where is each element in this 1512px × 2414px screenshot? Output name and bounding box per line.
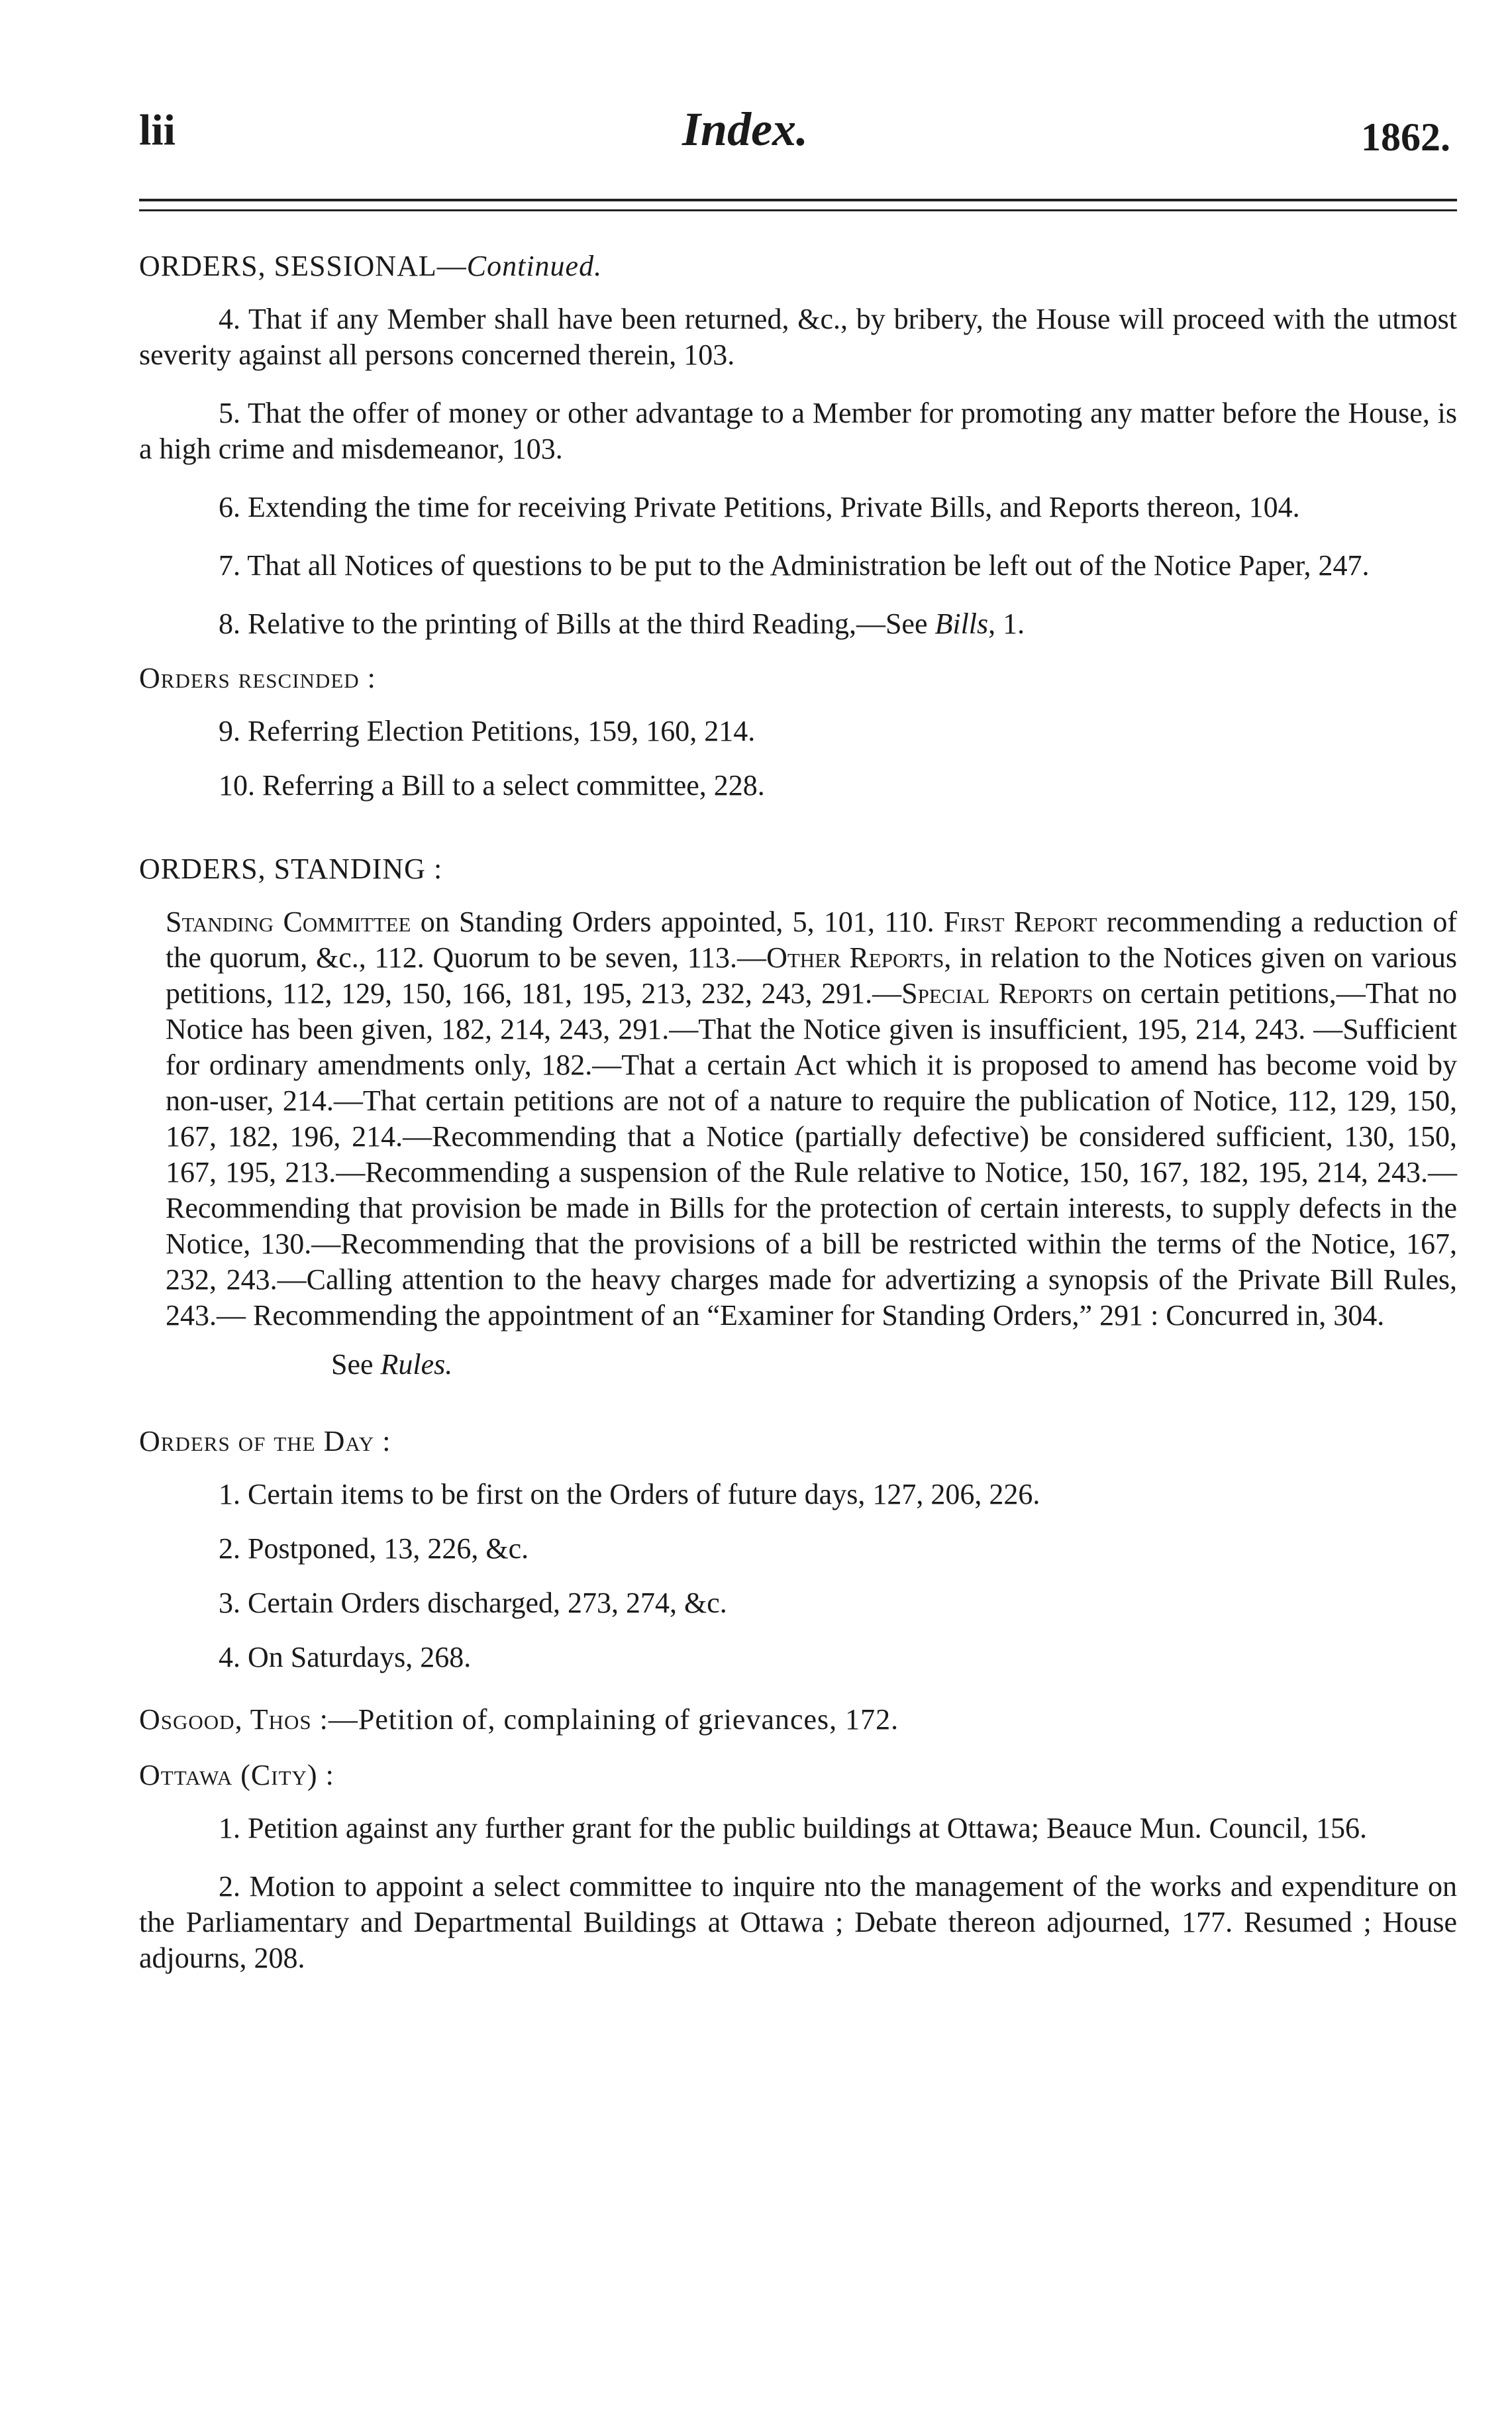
ottawa-item-1: 1. Petition against any further grant for the public buildings at Ottawa; Beauce Mun. Council, 156. [219, 1812, 1367, 1844]
sessional-heading: ORDERS, SESSIONAL—Continued. [139, 250, 603, 282]
index-content [139, 248, 1457, 1999]
osgood-entry: Osgood, Thos :—Petition of, complaining of grievances, 172. [139, 1703, 899, 1736]
sessional-item-7: 7. That all Notices of questions to be put to the Administration be left out of the Notice Paper, 247. [219, 549, 1370, 582]
rescinded-heading: Orders rescinded : [139, 662, 376, 694]
header-rule-top [139, 199, 1457, 201]
orders-day-item-3: 3. Certain Orders discharged, 273, 274, &c. [219, 1587, 727, 1619]
standing-heading: ORDERS, STANDING : [139, 853, 443, 885]
page-folio: lii [139, 106, 176, 154]
header-rule-bottom [139, 209, 1457, 211]
ottawa-heading: Ottawa (City) : [139, 1759, 334, 1791]
page-header [139, 103, 1457, 166]
rescinded-item-10: 10. Referring a Bill to a select committee, 228. [219, 769, 765, 802]
orders-day-item-2: 2. Postponed, 13, 226, &c. [219, 1532, 529, 1565]
index-page [139, 0, 1457, 2414]
orders-day-heading: Orders of the Day : [139, 1425, 391, 1457]
page-title: Index. [682, 103, 809, 156]
orders-day-item-1: 1. Certain items to be first on the Orders of future days, 127, 206, 226. [219, 1478, 1040, 1510]
sessional-item-5: 5. That the offer of money or other advantage to a Member for promoting any matter before the House, is a high crime and misdemeanor, 103. [139, 397, 1457, 465]
sessional-item-6: 6. Extending the time for receiving Private Petitions, Private Bills, and Reports thereon, 104. [219, 491, 1300, 523]
standing-committee-entry: Standing Committee on Standing Orders appointed, 5, 101, 110. First Report recommending a reduction of the quorum, &c., 112. Quorum to be seven, 113.—Other Reports, in relation to the Notices given on various petitions, 112, 129, 150, 166, 181, 195, 213, 232, 243, 291.—Special Reports on certain petitions,—That no Notice has been given, 182, 214, 243, 291.—That the Notice given is insufficient, 195, 214, 243. —Sufficient for ordinary amendments only, 182.—That a certain Act which it is proposed to amend has become void by non-user, 214.—That certain petitions are not of a nature to require the publication of Notice, 112, 129, 150, 167, 182, 196, 214.—Recommending that a Notice (partially defective) be considered sufficient, 130, 150, 167, 195, 213.—Recommending a suspension of the Rule relative to Notice, 150, 167, 182, 195, 214, 243.—Recommending that provision be made in Bills for the protection of certain interests, to supply defects in the Notice, 130.—Recommending that the provisions of a bill be restricted within the terms of the Notice, 167, 232, 243.—Calling attention to the heavy charges made for advertizing a synopsis of the Private Bill Rules, 243.— Recommending the appointment of an “Examiner for Standing Orders,” 291 : Concurred in, 304. [166, 906, 1457, 1332]
sessional-item-4: 4. That if any Member shall have been returned, &c., by bribery, the House will proceed with the utmost severity against all persons concerned therein, 103. [139, 303, 1457, 371]
sessional-item-8: 8. Relative to the printing of Bills at the third Reading,—See Bills, 1. [219, 607, 1025, 640]
rescinded-item-9: 9. Referring Election Petitions, 159, 160, 214. [219, 715, 756, 747]
standing-see-rules: See Rules. [331, 1348, 453, 1381]
ottawa-item-2: 2. Motion to appoint a select committee to inquire nto the management of the works and expenditure on the Parliamentary and Departmental Buildings at Ottawa ; Debate thereon adjourned, 177. Resumed ; House adjourns, 208. [139, 1870, 1457, 1974]
orders-day-item-4: 4. On Saturdays, 268. [219, 1641, 472, 1673]
page-year: 1862. [1361, 115, 1450, 159]
